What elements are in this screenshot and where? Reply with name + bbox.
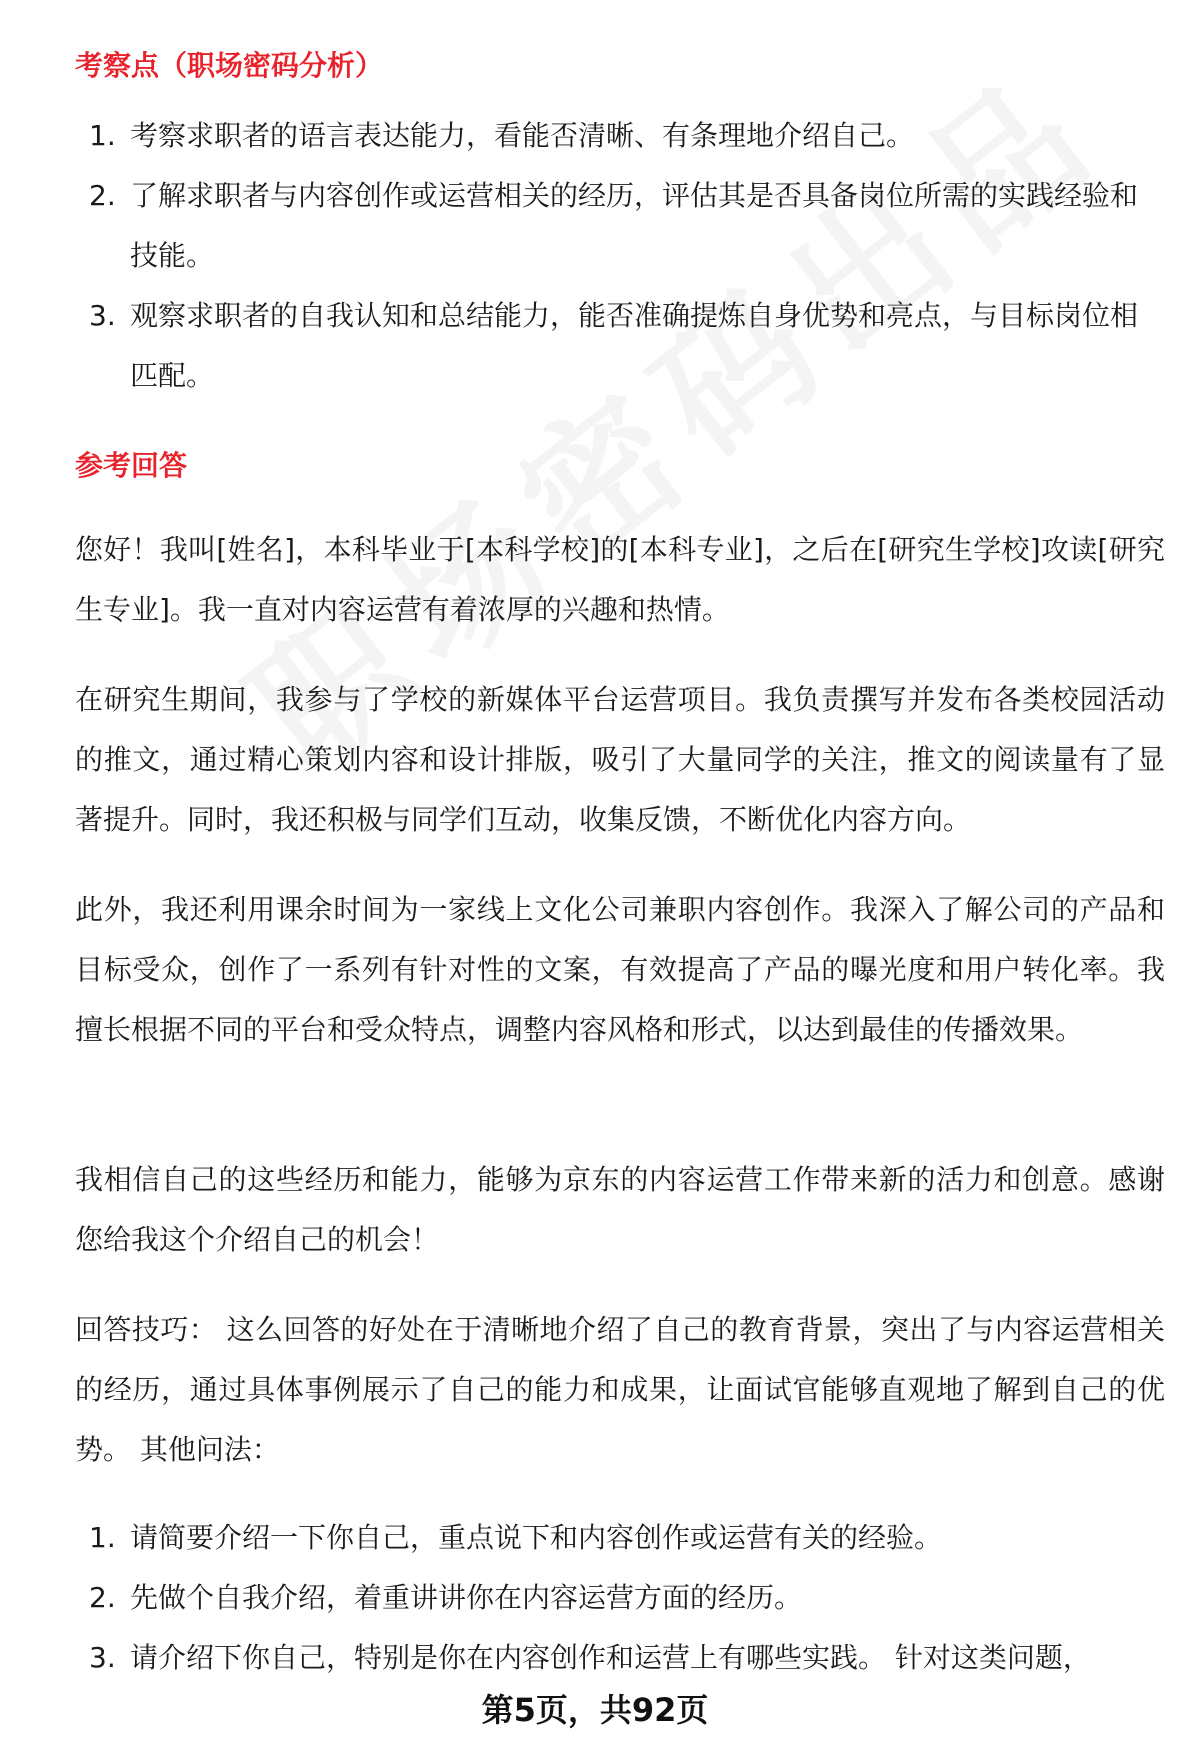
list-item [75, 106, 1165, 166]
list-item-number: 1. [89, 119, 116, 152]
answer-paragraph: 我相信自己的这些经历和能力，能够为京东的内容运营工作带来新的活力和创意。感谢您给我这个介绍自己的机会！ [75, 1163, 1165, 1256]
answer-paragraph: 此外，我还利用课余时间为一家线上文化公司兼职内容创作。我深入了解公司的产品和目标受众，创作了一系列有针对性的文案，有效提高了产品的曝光度和用户转化率。我擅长根据不同的平台和受众特点，调整内容风格和形式，以达到最佳的传播效果。 [75, 893, 1165, 1046]
answer-tips-paragraph: 回答技巧： 这么回答的好处在于清晰地介绍了自己的教育背景，突出了与内容运营相关的经历，通过具体事例展示了自己的能力和成果，让面试官能够直观地了解到自己的优势。 其他问法： [75, 1313, 1165, 1466]
list-item-text: 先做个自我介绍，着重讲讲你在内容运营方面的经历。 [130, 1581, 803, 1614]
page-number-footer: 第5页，共92页 [481, 1691, 709, 1729]
answer-paragraph: 您好！我叫[姓名]，本科毕业于[本科学校]的[本科专业]，之后在[研究生学校]攻读[研究生专业]。我一直对内容运营有着浓厚的兴趣和热情。 [75, 533, 1165, 626]
list-item [75, 286, 1165, 406]
list-item-text: 了解求职者与内容创作或运营相关的经历，评估其是否具备岗位所需的实践经验和技能。 [130, 179, 1139, 272]
list-item [75, 166, 1165, 286]
list-item-number: 3. [89, 1641, 116, 1674]
answer-paragraph: 在研究生期间，我参与了学校的新媒体平台运营项目。我负责撰写并发布各类校园活动的推文，通过精心策划内容和设计排版，吸引了大量同学的关注，推文的阅读量有了显著提升。同时，我还积极与同学们互动，收集反馈，不断优化内容方向。 [75, 683, 1165, 836]
section-title-answer: 参考回答 [75, 449, 188, 482]
list-item-number: 3. [89, 299, 116, 332]
list-item-number: 2. [89, 1581, 116, 1614]
list-item-number: 2. [89, 179, 116, 212]
list-item [75, 1568, 1165, 1628]
list-item-text: 观察求职者的自我认知和总结能力，能否准确提炼自身优势和亮点，与目标岗位相匹配。 [130, 299, 1139, 392]
list-item [75, 1628, 1165, 1688]
kaochadian-list [75, 106, 1165, 406]
list-item [75, 1508, 1165, 1568]
list-item-text: 请简要介绍一下你自己，重点说下和内容创作或运营有关的经验。 [130, 1521, 943, 1554]
other-questions-list [75, 1508, 1165, 1688]
list-item-text: 考察求职者的语言表达能力，看能否清晰、有条理地介绍自己。 [130, 119, 915, 152]
section-title-kaochadian: 考察点（职场密码分析） [75, 49, 384, 82]
list-item-text: 请介绍下你自己，特别是你在内容创作和运营上有哪些实践。 针对这类问题， [130, 1641, 1091, 1674]
list-item-number: 1. [89, 1521, 116, 1554]
